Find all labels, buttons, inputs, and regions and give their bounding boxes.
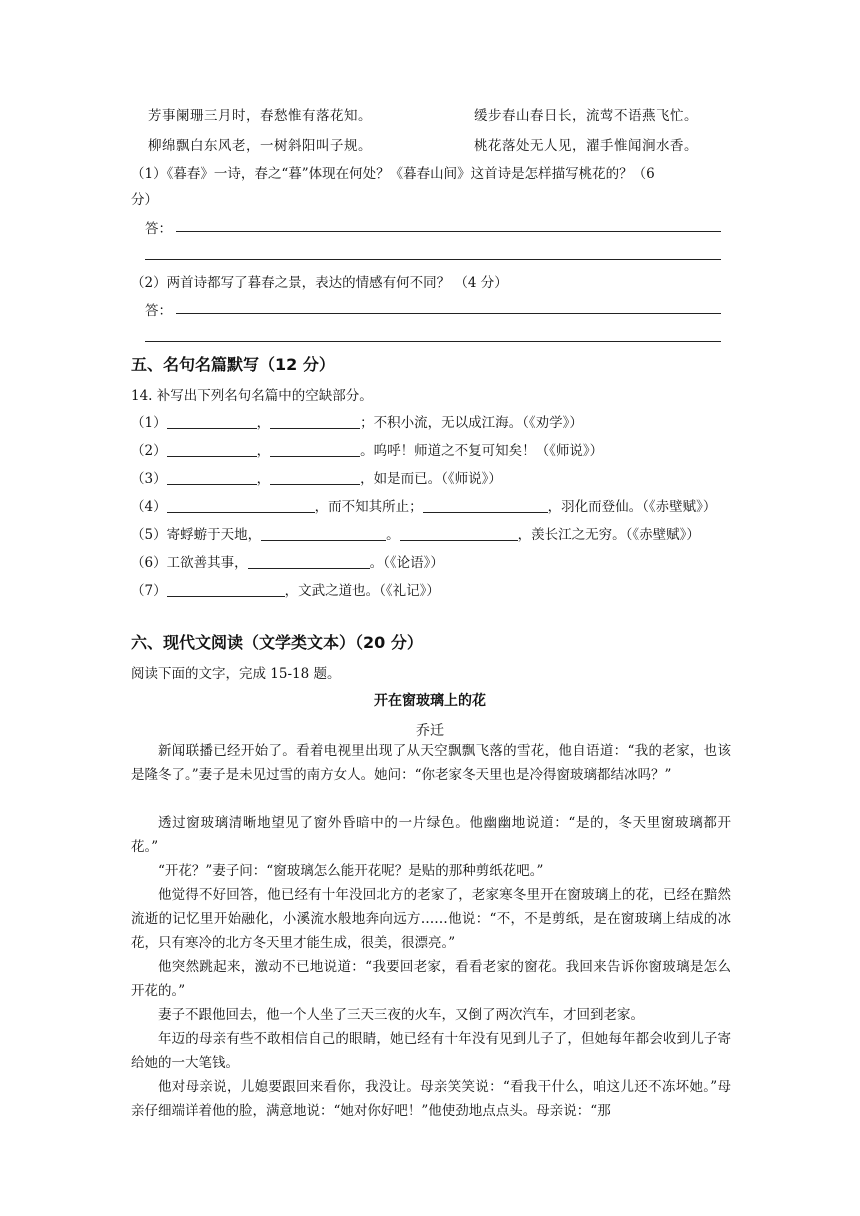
blank-2a[interactable] [167,442,257,457]
paragraph-4: 他觉得不好回答，他已经有十年没回北方的老家了，老家寒冬里开在窗玻璃上的花，已经在黯然流逝的记忆里开始融化，小溪流水般地奔向远方……他说：“不，不是剪纸，是在窗玻璃上结成的冰花，只有寒冷的北方冬天里才能生成，很美，很漂亮。” [131,887,731,951]
paragraph-7: 年迈的母亲有些不敢相信自己的眼睛，她已经有十年没有见到儿子了，但她每年都会收到儿子寄给她的一大笔钱。 [131,1031,731,1071]
item-tail: ，如是而已。（《师说》） [360,471,502,487]
item-tail: ，羽化而登仙。（《赤壁赋》） [547,499,717,515]
section-5-intro: 14. 补写出下列名句名篇中的空缺部分。 [131,388,373,404]
item-number: （7） [131,583,167,599]
item-head: 工欲善其事， [166,555,248,571]
fill-item-4 [131,495,716,515]
article-title: 开在窗玻璃上的花 [374,693,486,709]
answer-label-1: 答： [145,221,172,237]
answer-line-1b[interactable] [145,259,721,260]
paragraph-3: “开花？”妻子问：“窗玻璃怎么能开花呢？是贴的那种剪纸花吧。” [158,863,544,879]
item-number: （6） [131,555,167,571]
item-number: （3） [131,471,167,487]
answer-line-2b[interactable] [145,341,721,342]
paragraph-2: 透过窗玻璃清晰地望见了窗外昏暗中的一片绿色。他幽幽地说道：“是的，冬天里窗玻璃都开花。” [131,815,731,855]
blank-1b[interactable] [270,414,360,429]
paragraph-1: 新闻联播已经开始了。看着电视里出现了从天空飘飘飞落的雪花，他自语道：“我的老家，也该是隆冬了。”妻子是未见过雪的南方女人。她问：“你老家冬天里也是冷得窗玻璃都结冰吗？” [131,743,731,783]
answer-line-1a[interactable] [176,231,721,232]
paragraph-5: 他突然跳起来，激动不已地说道：“我要回老家，看看老家的窗花。我回来告诉你窗玻璃是怎么开花的。” [131,959,731,999]
fill-item-3 [131,467,502,487]
item-head: 寄蜉蝣于天地， [166,527,262,543]
section-5-heading: 五、名句名篇默写（12 分） [131,355,335,374]
question-1-text: （1）《暮春》一诗，春之“暮”体现在何处？《暮春山间》这首诗是怎样描写桃花的？（6 [131,166,655,182]
item-tail: ；不积小流，无以成江海。（《劝学》） [360,415,583,431]
blank-4a[interactable] [167,498,315,513]
item-tail: 。呜呼！师道之不复可知矣！（《师说》） [360,443,604,459]
article-author: 乔迁 [416,723,444,739]
section-6-intro: 阅读下面的文字，完成 15-18 题。 [131,666,341,682]
item-number: （2） [131,443,167,459]
poem-left-line-1: 芳事阑珊三月时，春愁惟有落花知。 [148,108,372,124]
fill-item-2 [131,439,603,459]
blank-3b[interactable] [270,470,360,485]
answer-line-2a[interactable] [176,313,721,314]
item-number: （5） [131,527,167,543]
item-number: （4） [131,499,167,515]
separator: ， [256,471,271,487]
blank-5a[interactable] [261,526,386,541]
separator: ， [256,415,271,431]
poem-right-line-2: 桃花落处无人见，濯手惟闻涧水香。 [474,138,698,154]
blank-4b[interactable] [423,498,548,513]
blank-2b[interactable] [270,442,360,457]
fill-item-7 [131,579,440,599]
blank-5b[interactable] [400,526,518,541]
poem-right-line-1: 缓步春山春日长，流莺不语燕飞忙。 [474,108,698,124]
section-6-heading: 六、现代文阅读（文学类文本）（20 分） [131,633,423,652]
answer-label-2: 答： [145,303,172,319]
paragraph-8: 他对母亲说，儿媳要跟回来看你，我没让。母亲笑笑说：“看我干什么，咱这儿还不冻坏她。”母亲仔细端详着他的脸，满意地说：“她对你好吧！”他使劲地点点头。母亲说：“那 [131,1079,731,1119]
poem-left-line-2: 柳绵飘白东风老，一树斜阳叫子规。 [148,138,372,154]
question-1-score: 分） [131,192,158,208]
blank-1a[interactable] [167,414,257,429]
item-middle: ，而不知其所止； [314,499,423,515]
item-number: （1） [131,415,167,431]
fill-item-5 [131,523,700,543]
fill-item-1 [131,411,583,431]
blank-7a[interactable] [167,582,285,597]
blank-6a[interactable] [248,554,370,569]
blank-3a[interactable] [167,470,257,485]
paragraph-6: 妻子不跟他回去，他一个人坐了三天三夜的火车，又倒了两次汽车，才回到老家。 [158,1007,644,1023]
item-tail: ，文武之道也。（《礼记》） [284,583,440,599]
fill-item-6 [131,551,444,571]
question-2-text: （2）两首诗都写了暮春之景，表达的情感有何不同？ （4 分） [131,275,508,291]
item-tail: ，羡长江之无穷。（《赤壁赋》） [517,527,700,543]
separator: ， [256,443,271,459]
item-middle: 。 [386,527,400,543]
item-tail: 。（《论语》） [369,555,444,571]
